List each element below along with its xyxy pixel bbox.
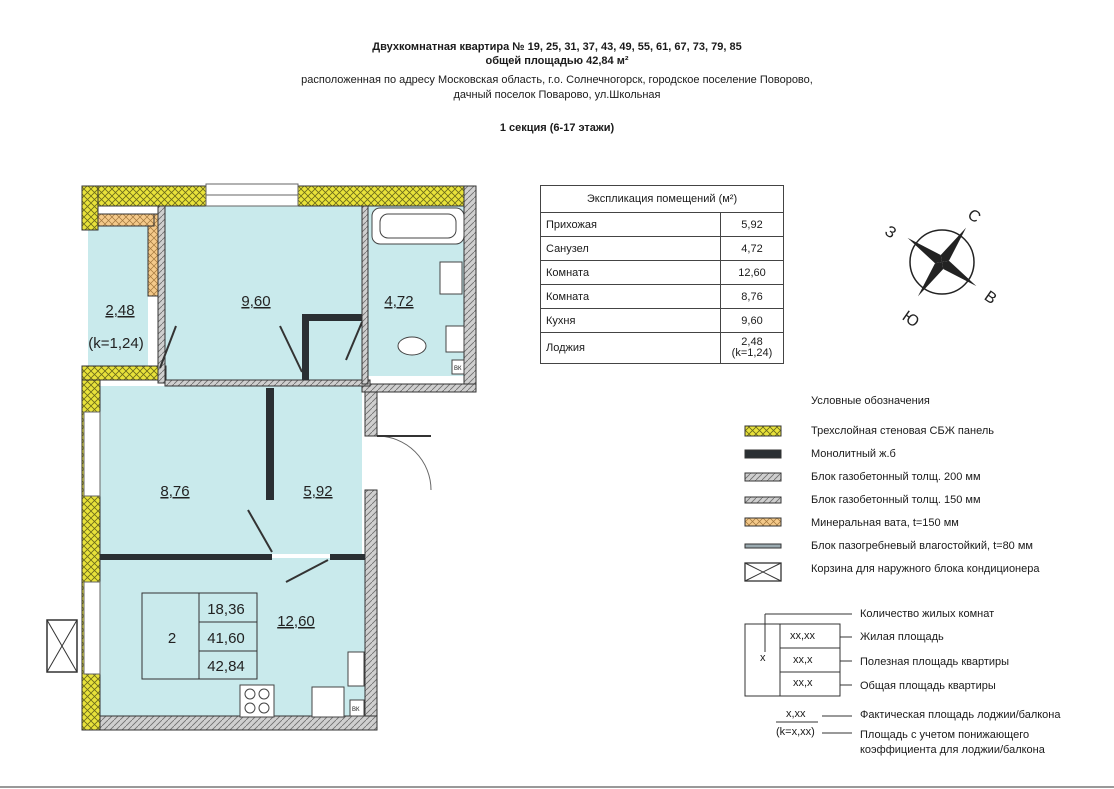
bottom-divider: [0, 786, 1114, 788]
key-caption-living: Жилая площадь: [860, 631, 944, 643]
room-label-room-big: 12,60: [277, 613, 315, 630]
compass: [881, 204, 1000, 332]
explication-name: Комната: [541, 285, 721, 309]
sink: [440, 262, 462, 294]
bathtub-inner: [380, 214, 456, 238]
summary-living: 18,36: [207, 601, 245, 618]
explication-value-loggia-k: (k=1,24): [731, 347, 773, 359]
bath-wall: [362, 206, 368, 384]
kitchen-sink: [312, 687, 344, 717]
legend-swatch-pgb: [745, 544, 781, 548]
monolith-wall-1: [100, 554, 272, 560]
room-label-bath: 4,72: [384, 293, 414, 310]
monolith-wall-4: [302, 314, 362, 321]
explication-value: 5,92: [721, 213, 784, 237]
legend-label-wool: Минеральная вата, t=150 мм: [811, 517, 959, 529]
plan-total-area: общей площадью 42,84 м²: [485, 55, 629, 67]
outer-wall-bottom: [82, 716, 377, 730]
explication-value-loggia: 2,48: [741, 336, 763, 348]
inner-wall-kitchen-bottom: [165, 380, 370, 386]
summary-rooms: 2: [167, 630, 177, 647]
legend-label-sbj: Трехслойная стеновая СБЖ панель: [811, 425, 994, 437]
explication-value: 9,60: [721, 309, 784, 333]
outer-wall-loggia-bottom: [82, 366, 166, 380]
room-label-hall: 5,92: [303, 483, 333, 500]
room-label-room-small: 8,76: [160, 483, 190, 500]
table-row: [541, 285, 784, 309]
legend-swatch-sbj: [745, 426, 781, 436]
outer-wall-left-top: [82, 186, 98, 230]
plan-title: Двухкомнатная квартира № 19, 25, 31, 37, 43, 49, 55, 61, 67, 73, 79, 85: [372, 41, 742, 53]
summary-useful: 41,60: [207, 630, 245, 647]
compass-n: С: [964, 206, 984, 227]
outer-wall-right-top: [464, 186, 476, 384]
key-xxx-1: xx,x: [793, 654, 813, 666]
plan-section: 1 секция (6-17 этажи): [499, 122, 615, 134]
room-small-floor: [100, 386, 272, 554]
explication-value: 12,60: [721, 261, 784, 285]
outer-wall-right-mid1: [365, 392, 377, 436]
explication-value: [721, 333, 784, 364]
room-label-kitchen: 9,60: [241, 293, 271, 310]
plan-address-line2: дачный поселок Поварово, ул.Школьная: [453, 89, 661, 101]
explication-name: Прихожая: [541, 213, 721, 237]
outer-wall-right-mid2: [365, 490, 377, 730]
compass-e: В: [980, 287, 1000, 309]
legend-title: Условные обозначения: [811, 395, 930, 407]
vk-kitchen-label: ВК: [352, 707, 360, 713]
key-caption-total: Общая площадь квартиры: [860, 680, 996, 692]
window-left-2: [84, 582, 100, 674]
window-left-1: [84, 412, 100, 496]
mineral-wool-top: [98, 214, 154, 226]
compass-w: З: [881, 222, 900, 243]
stove: [240, 685, 274, 717]
explication-value: 4,72: [721, 237, 784, 261]
key-x: x: [760, 652, 766, 664]
legend-label-ac: Корзина для наружного блока кондиционера: [811, 563, 1040, 575]
legend-label-pgb: Блок пазогребневый влагостойкий, t=80 мм: [811, 540, 1033, 552]
room-label-loggia-k: (k=1,24): [88, 335, 144, 352]
key-caption-loggia-actual: Фактическая площадь лоджии/балкона: [860, 709, 1061, 721]
explication-title: Экспликация помещений (м²): [541, 186, 784, 213]
table-row: [541, 261, 784, 285]
entrance-door-arc: [377, 436, 431, 490]
legend-label-monolith: Монолитный ж.б: [811, 448, 896, 460]
wall-step: [362, 384, 476, 392]
key-loggia-k-val: (k=x,xx): [776, 726, 815, 738]
shaft-bath: [446, 326, 464, 352]
monolith-wall-3: [266, 388, 274, 500]
vk-bath-label: ВК: [454, 366, 462, 372]
key-xxxx: xx,xx: [790, 630, 816, 642]
table-row: [541, 237, 784, 261]
legend-swatch-wool: [745, 518, 781, 526]
legend-label-gas150: Блок газобетонный толщ. 150 мм: [811, 494, 981, 506]
explication-name: Лоджия: [541, 333, 721, 364]
key-caption-useful: Полезная площадь квартиры: [860, 656, 1010, 668]
table-row: [541, 333, 784, 364]
legend-swatch-monolith: [745, 450, 781, 458]
key-loggia-actual-val: x,xx: [786, 708, 806, 720]
legend-label-gas200: Блок газобетонный толщ. 200 мм: [811, 471, 981, 483]
toilet: [398, 337, 426, 355]
table-row: [541, 213, 784, 237]
summary-total: 42,84: [207, 658, 245, 675]
room-label-loggia: 2,48: [105, 302, 135, 319]
explication-name: Санузел: [541, 237, 721, 261]
plan-address-line1: расположенная по адресу Московская область, г.о. Солнечногорск, городское поселение Поворово,: [301, 74, 813, 86]
table-row: [541, 309, 784, 333]
monolith-wall-2: [330, 554, 365, 560]
legend-swatch-gas150: [745, 497, 781, 503]
key-caption-loggia-k-2: коэффициента для лоджии/балкона: [860, 744, 1045, 756]
compass-s: Ю: [898, 307, 922, 332]
explication-value: 8,76: [721, 285, 784, 309]
key-caption-rooms: Количество жилых комнат: [860, 608, 995, 620]
key-caption-loggia-k-1: Площадь с учетом понижающего: [860, 729, 1030, 741]
explication-name: Комната: [541, 261, 721, 285]
explication-name: Кухня: [541, 309, 721, 333]
legend-swatch-gas200: [745, 473, 781, 481]
key-xxx-2: xx,x: [793, 677, 813, 689]
monolith-wall-5: [302, 314, 309, 380]
explication-table: [540, 185, 784, 364]
shaft-kitchen: [348, 652, 364, 686]
